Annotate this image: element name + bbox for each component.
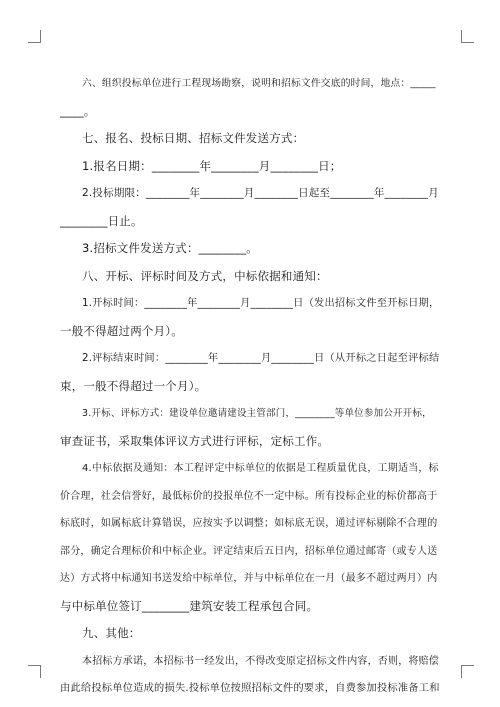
- text-line: 达）方式将中标通知书送发给中标单位，并与中标单位在一月（最多不超过两月）内: [60, 573, 438, 584]
- text-line: 本招标方承诺，本招标书一经发出，不得改变原定招标文件内容，否则，将赔偿: [82, 655, 439, 667]
- text-line: 一般不得超过两个月）。: [60, 323, 183, 338]
- corner-crop-mark-top-left: [28, 30, 41, 43]
- text-line: 与中标单位签订________建筑安装工程承包合同。: [60, 598, 319, 613]
- text-line: 审查证书，采取集体评议方式进行评标，定标工作。: [60, 433, 330, 448]
- text-line: 1.报名日期：________年________月________日；: [82, 158, 342, 173]
- corner-crop-mark-bottom-right: [461, 665, 474, 678]
- text-line: 束，一般不得超过一个月）。: [60, 378, 207, 393]
- text-line: ____。: [60, 103, 96, 118]
- text-line: 3.招标文件发送方式：________。: [82, 241, 258, 255]
- corner-crop-mark-top-right: [461, 30, 474, 43]
- text-line: 4.中标依据及通知：本工程评定中标单位的依据是工程质量优良，工期适当，标: [82, 463, 439, 474]
- corner-crop-mark-bottom-left: [28, 665, 41, 678]
- text-line: 标底时，如属标底计算错误，应按实予以调整；如标底无误，通过评标剔除不合理的: [60, 518, 438, 529]
- text-line: 价合理，社会信誉好，最低标价的投报单位不一定中标。所有投标企业的标价都高于: [60, 490, 438, 502]
- text-line: 九、其他：: [82, 626, 141, 640]
- document-body: [60, 70, 440, 703]
- text-line: 部分，确定合理标价和中标企业。评定结束后五日内，招标单位通过邮寄（或专人送: [60, 545, 438, 557]
- text-line: 七、报名、投标日期、招标文件发送方式：: [82, 131, 305, 145]
- text-line: 六、组织投标单位进行工程现场勘察，说明和招标文件交底的时间，地点：_____: [82, 78, 436, 89]
- text-line: 由此给投标单位造成的损失.投标单位按照招标文件的要求，自费参加投标准备工和: [60, 682, 440, 694]
- text-line: 八、开标、评标时间及方式，中标依据和通知：: [82, 268, 328, 283]
- text-line: ________日止。: [60, 213, 143, 228]
- text-line: 3.开标、评标方式：建设单位邀请建设主管部门，________等单位参加公开开标，: [82, 408, 432, 419]
- text-line: 2.投标期限：________年________月________日起至________年________月: [82, 187, 439, 199]
- text-line: 2.评标结束时间：________年________月________日（从开标之日起至评标结: [82, 352, 440, 364]
- text-line: 1.开标时间：________年________月________日（发出招标文件至开标日期，: [82, 297, 440, 309]
